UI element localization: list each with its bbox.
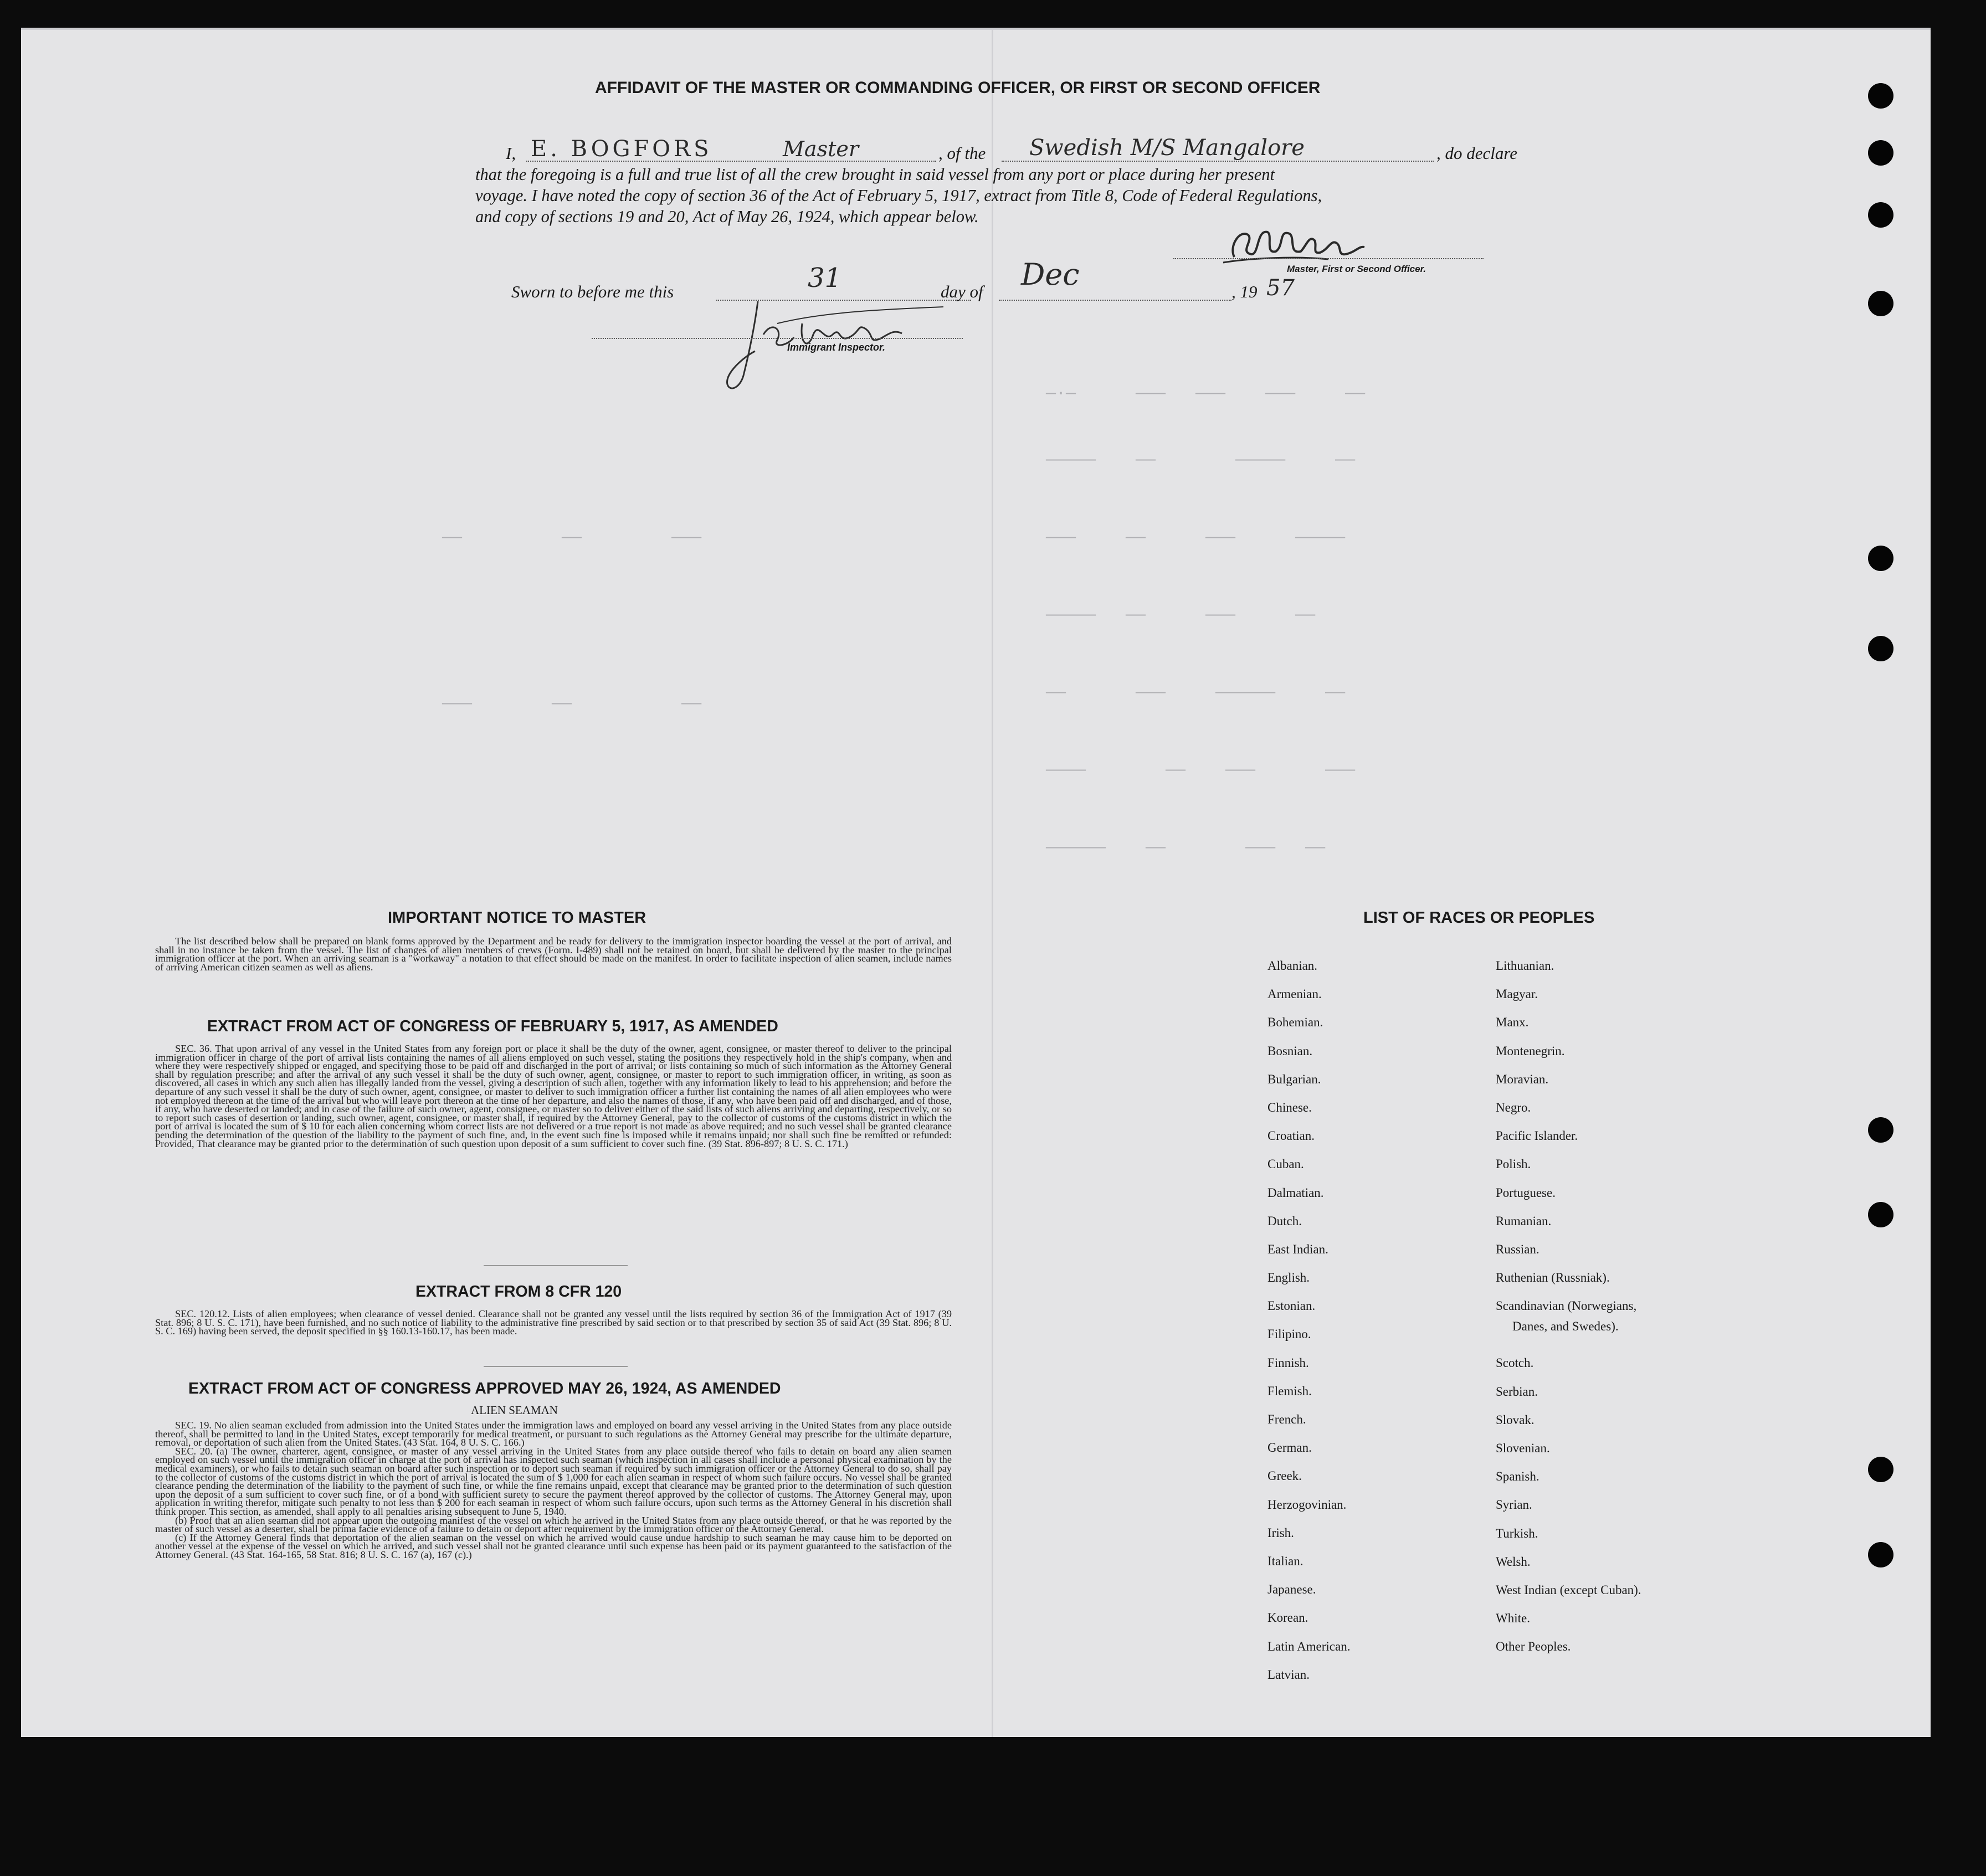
month-line bbox=[999, 300, 1231, 301]
race-item: Irish. bbox=[1267, 1525, 1294, 1540]
of-the-label: , of the bbox=[938, 143, 986, 163]
sworn-year: 57 bbox=[1266, 275, 1295, 301]
race-item: Latin American. bbox=[1267, 1639, 1351, 1653]
races-column-1 bbox=[1267, 959, 1350, 1696]
race-item: Latvian. bbox=[1267, 1667, 1310, 1682]
race-item: Danes, and Swedes). bbox=[1512, 1319, 1619, 1334]
race-item: Manx. bbox=[1496, 1015, 1529, 1030]
race-item: Rumanian. bbox=[1496, 1214, 1552, 1228]
notice-text bbox=[155, 937, 952, 972]
sec-20c-paragraph: (c) If the Attorney General finds that deportation of the alien seaman on the vessel on which he arrived would cause undue hardship to such seaman he may cause him to be deported on another vessel at the expense of the vessel on which he arrived, and such vessel shall not be granted clearance until such expense has been paid or its payment guaranteed to the satisfaction of the Attorney General. (43 Stat. 164-165, 58 Stat. 816; 8 U. S. C. 167 (a), 167 (c).) bbox=[155, 1531, 952, 1560]
races-column-2 bbox=[1496, 959, 1641, 1668]
day-of-label: day of bbox=[941, 282, 983, 301]
race-item: Pacific Islander. bbox=[1496, 1129, 1578, 1143]
sworn-month: Dec bbox=[1021, 257, 1080, 292]
race-item: German. bbox=[1267, 1441, 1312, 1455]
vessel-line bbox=[1002, 161, 1434, 162]
race-item: Greek. bbox=[1267, 1469, 1302, 1483]
binder-hole bbox=[1868, 1117, 1893, 1143]
race-item: Moravian. bbox=[1496, 1072, 1549, 1086]
affidavit-line-4: and copy of sections 19 and 20, Act of May 26, 1924, which appear below. bbox=[475, 207, 979, 226]
officer-caption: Master, First or Second Officer. bbox=[1287, 264, 1426, 274]
race-item: West Indian (except Cuban). bbox=[1496, 1582, 1641, 1597]
binder-hole bbox=[1868, 291, 1893, 316]
race-item: French. bbox=[1267, 1412, 1306, 1426]
race-item: White. bbox=[1496, 1611, 1530, 1626]
race-item: Russian. bbox=[1496, 1242, 1539, 1256]
race-item: East Indian. bbox=[1267, 1242, 1328, 1256]
sec-20a-paragraph: SEC. 20. (a) The owner, charterer, agent, consignee, or master of any vessel arriving in the United States from any place outside thereof who fails to detain on board any alien seamen employed on such vessel until the immigration officer in charge at the port of arrival has inspected such seaman (which inspection in all cases shall include a personal physical examination by the medical examiners), or who fails to detain such seaman on board after such inspection or to deport such seaman if required by such immigration officer or the Attorney General to do so, shall pay to the collector of customs of the customs district in which the port of arrival is located the sum of $ 1,000 for each alien seaman in respect of whom such failure occurs. No vessel shall be granted clearance pending the determination of the liability to the payment of such fine, or while the fine remains unpaid, except that clearance may be granted prior to the determination of such question upon the deposit of a sum sufficient to cover such fine, or of a bond with sufficient surety to secure the payment thereof approved by the collector of customs. The Attorney General may, upon application in writing therefor, mitigate such penalty to not less than $ 200 for each seaman in respect of whom such failure occurs, upon such terms as the Attorney General in his discretion shall think proper. This section, as amended, shall apply to all penalties arising subsequent to June 5, 1940. bbox=[155, 1445, 952, 1517]
race-item: Croatian. bbox=[1267, 1129, 1315, 1143]
sworn-day: 31 bbox=[808, 263, 842, 294]
vessel-name: Swedish M/S Mangalore bbox=[1029, 135, 1305, 161]
sec-20b-paragraph: (b) Proof that an alien seaman did not appear upon the outgoing manifest of the vessel on which he arrived in the United States from any place outside thereof, or that he was reported by the master of such vessel as a deserter, shall be prima facie evidence of a failure to detain or deport after requirement by the immigration officer or the Attorney General. bbox=[155, 1514, 952, 1535]
race-item: Montenegrin. bbox=[1496, 1044, 1565, 1058]
binder-hole bbox=[1868, 202, 1893, 228]
race-item: Albanian. bbox=[1267, 959, 1318, 973]
bleed-through-text: —·— ——— ——— ——— —— bbox=[1046, 384, 1366, 403]
race-item: Magyar. bbox=[1496, 987, 1538, 1001]
document-page bbox=[21, 28, 1931, 1737]
extract-1917-title: EXTRACT FROM ACT OF CONGRESS OF FEBRUARY 5, 1917, AS AMENDED bbox=[207, 1017, 778, 1035]
races-title: LIST OF RACES OR PEOPLES bbox=[1363, 909, 1595, 927]
affidavit-line-2: that the foregoing is a full and true list of all the crew brought in said vessel from any port or place during her present bbox=[475, 165, 1275, 184]
notice-title: IMPORTANT NOTICE TO MASTER bbox=[388, 909, 646, 927]
bleed-through-text: —— —— ——— bbox=[442, 528, 702, 547]
race-item: English. bbox=[1267, 1271, 1310, 1285]
extract-cfr-text bbox=[155, 1310, 952, 1336]
binder-hole bbox=[1868, 1457, 1893, 1482]
race-item: Filipino. bbox=[1267, 1327, 1311, 1342]
divider bbox=[484, 1265, 628, 1266]
bleed-through-text: ——— —— —— bbox=[442, 695, 702, 713]
bleed-through-text: —————— —— ——— —— bbox=[1046, 839, 1326, 857]
binder-hole bbox=[1868, 140, 1893, 166]
race-item: Japanese. bbox=[1267, 1582, 1316, 1597]
race-item: Turkish. bbox=[1496, 1526, 1538, 1540]
race-item: Armenian. bbox=[1267, 987, 1322, 1001]
bleed-through-text: —— ——— —————— —— bbox=[1046, 683, 1346, 702]
binder-hole bbox=[1868, 1202, 1893, 1227]
divider bbox=[484, 1366, 628, 1367]
sec-120-paragraph: SEC. 120.12. Lists of alien employees; when clearance of vessel denied. Clearance shall not be granted any vessel until the lists required by section 36 of the Immigration Act of 1917 (39 Stat. 896; 8 U. S. C. 171), have been furnished, and no such notice of liability to the administrative fine prescribed by said section or to that prescribed by section 35 of said Act (39 Stat. 896; 8 U. S. C. 169) having been served, the deposit specified in §§ 160.13-160.17, has been made. bbox=[155, 1308, 952, 1337]
affidavit-pronoun: I, bbox=[506, 143, 516, 163]
race-item: Ruthenian (Russniak). bbox=[1496, 1271, 1610, 1285]
race-item: Cuban. bbox=[1267, 1157, 1304, 1171]
race-item: Finnish. bbox=[1267, 1355, 1309, 1370]
affidavit-line-3: voyage. I have noted the copy of section 36 of the Act of February 5, 1917, extract from Title 8, Code of Federal Regulations, bbox=[475, 186, 1322, 205]
bleed-through-text: ——— —— ——— ————— bbox=[1046, 528, 1346, 547]
race-item: Polish. bbox=[1496, 1157, 1531, 1171]
master-rank: Master bbox=[783, 137, 859, 161]
race-item: Welsh. bbox=[1496, 1554, 1531, 1569]
race-item: Korean. bbox=[1267, 1611, 1308, 1625]
master-name: E. BOGFORS bbox=[531, 136, 712, 162]
race-item: Dutch. bbox=[1267, 1214, 1302, 1228]
alien-seaman-subtitle: ALIEN SEAMAN bbox=[471, 1404, 558, 1417]
binder-hole bbox=[1868, 1542, 1893, 1567]
sec-36-paragraph: SEC. 36. That upon arrival of any vessel in the United States from any foreign port or place it shall be the duty of the owner, agent, consignee, or master thereof to deliver to the principal immigration officer in charge of the port of arrival lists containing the names of all aliens employed on such vessel, stating the positions they respectively hold in the ship's company, when and where they were respectively shipped or engaged, and specifying those to be paid off and discharged in the port of arrival; or lists containing so much of such information as the Attorney General shall by regulation prescribe; and after the arrival of any such vessel it shall be the duty of such owner, agent, consignee, or master to report to such immigration officer, in writing, as soon as discovered, all cases in which any such alien has illegally landed from the vessel, giving a description of such alien, together with any information likely to lead to his apprehension; and before the departure of any such vessel it shall be the duty of such owner, agent, consignee, or master to deliver to such immigration officer a further list containing the names of all alien employees who were not employed thereon at the time of the arrival but who will leave port thereon at the time of her departure, and also the names of those, if any, who have been paid off and discharged, and of those, if any, who have deserted or landed; and in case of the failure of such owner, agent, consignee, or master so to deliver either of the said lists of such aliens arriving and departing, respectively, or so to report such cases of desertion or landing, such owner, agent, consignee, or master shall, if required by the Attorney General, pay to the collector of customs of the customs district in which the port of arrival is located the sum of $ 10 for each alien concerning whom correct lists are not delivered or a true report is not made as above required; and no such vessel shall be granted clearance pending the determination of the question of the liability to the payment of such fine, and, in the event such fine is imposed while it remains unpaid; nor shall such fine be remitted or refunded: Provided, That clearance may be granted prior to the determination of such question upon deposit of a sum sufficient to cover such fine. (39 Stat. 896-897; 8 U. S. C. 171.) bbox=[155, 1043, 952, 1149]
affidavit-title: AFFIDAVIT OF THE MASTER OR COMMANDING OFFICER, OR FIRST OR SECOND OFFICER bbox=[595, 79, 1321, 97]
year-prefix: , 19 bbox=[1231, 282, 1258, 301]
race-item: Chinese. bbox=[1267, 1100, 1312, 1114]
sec-19-paragraph: SEC. 19. No alien seaman excluded from admission into the United States under the immigration laws and employed on board any vessel arriving in the United States from any place outside thereof, shall be permitted to land in the United States, except temporarily for medical treatment, or pursuant to such regulations as the Attorney General may prescribe for the ultimate departure, removal, or deportation of such alien from the United States. (43 Stat. 164, 8 U. S. C. 166.) bbox=[155, 1420, 952, 1448]
race-item: Slovak. bbox=[1496, 1412, 1535, 1427]
race-item: Syrian. bbox=[1496, 1498, 1532, 1512]
sworn-prefix: Sworn to before me this bbox=[511, 282, 674, 301]
race-item: Lithuanian. bbox=[1496, 959, 1554, 973]
race-item: Scandinavian (Norwegians, bbox=[1496, 1299, 1637, 1313]
race-item: Dalmatian. bbox=[1267, 1185, 1324, 1200]
extract-1924-text bbox=[155, 1421, 952, 1560]
race-item: Serbian. bbox=[1496, 1384, 1538, 1399]
race-item: Other Peoples. bbox=[1496, 1639, 1571, 1654]
race-item: Scotch. bbox=[1496, 1356, 1534, 1370]
race-item: Bosnian. bbox=[1267, 1044, 1313, 1058]
race-item: Estonian. bbox=[1267, 1299, 1316, 1313]
bleed-through-text: ————— —— ————— —— bbox=[1046, 451, 1356, 470]
bleed-through-text: ———— —— ——— ——— bbox=[1046, 761, 1356, 780]
inspector-signature-line bbox=[592, 338, 963, 339]
binder-hole bbox=[1868, 83, 1893, 109]
inspector-caption: Immigrant Inspector. bbox=[787, 342, 886, 353]
race-item: Herzogovinian. bbox=[1267, 1497, 1347, 1512]
extract-1917-text bbox=[155, 1045, 952, 1148]
fold-line bbox=[992, 30, 993, 1737]
race-item: Spanish. bbox=[1496, 1469, 1539, 1484]
extract-1924-title: EXTRACT FROM ACT OF CONGRESS APPROVED MAY 26, 1924, AS AMENDED bbox=[188, 1380, 781, 1397]
race-item: Slovenian. bbox=[1496, 1441, 1550, 1455]
binder-hole bbox=[1868, 636, 1893, 661]
race-item: Negro. bbox=[1496, 1100, 1531, 1114]
officer-signature-line bbox=[1173, 258, 1484, 259]
race-item: Italian. bbox=[1267, 1554, 1304, 1568]
race-item: Portuguese. bbox=[1496, 1185, 1556, 1200]
race-item: Bulgarian. bbox=[1267, 1072, 1321, 1086]
do-declare-label: , do declare bbox=[1436, 143, 1518, 163]
notice-paragraph: The list described below shall be prepared on blank forms approved by the Department and be ready for delivery to the immigration inspector boarding the vessel at the port of arrival, and shall in no instance be taken from the vessel. The list of changes of alien members of crews (Form. I-489) shall not be retained on board, but shall be delivered by the master to the principal immigration officer at the port. When an arriving seaman is a "workaway" a notation to that effect should be made on the manifest. In order to facilitate inspection of alien seamen, include names of arriving American citizen seamen as well as aliens. bbox=[155, 936, 952, 973]
race-item: Bohemian. bbox=[1267, 1015, 1323, 1030]
bleed-through-text: ————— —— ——— —— bbox=[1046, 606, 1316, 625]
binder-hole bbox=[1868, 546, 1893, 571]
race-item: Flemish. bbox=[1267, 1384, 1312, 1398]
extract-cfr-title: EXTRACT FROM 8 CFR 120 bbox=[415, 1283, 622, 1301]
name-line bbox=[526, 161, 936, 162]
